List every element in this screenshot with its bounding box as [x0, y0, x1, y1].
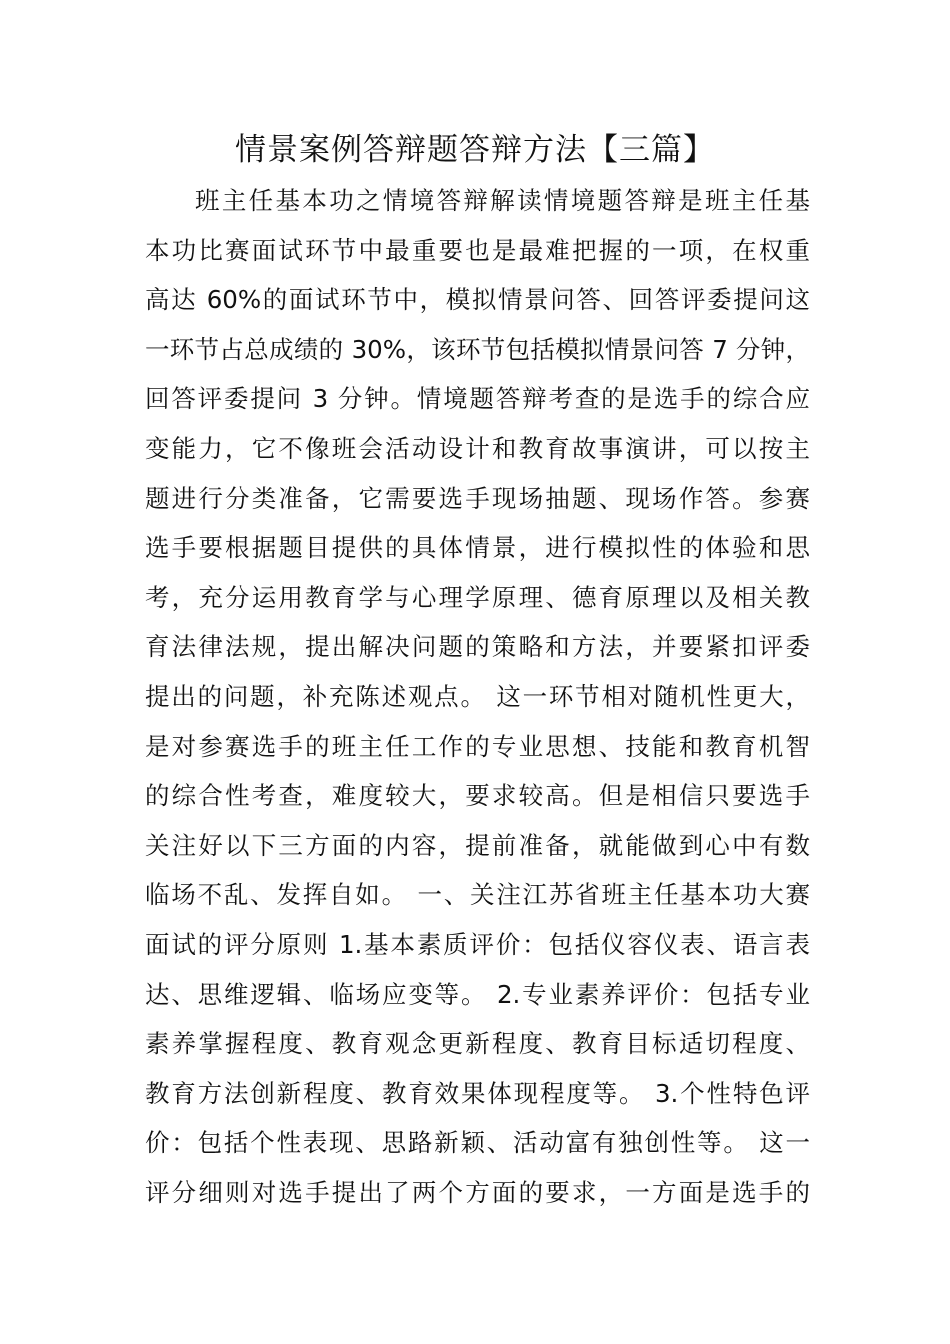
body-line: 本功比赛面试环节中最重要也是最难把握的一项，在权重 — [145, 235, 810, 265]
body-line: 一环节占总成绩的 30%，该环节包括模拟情景问答 7 分钟， — [145, 334, 810, 364]
body-line: 面试的评分原则 1.基本素质评价：包括仪容仪表、语言表 — [145, 929, 810, 959]
document-title: 情景案例答辩题答辩方法【三篇】 — [235, 132, 715, 168]
body-line: 是对参赛选手的班主任工作的专业思想、技能和教育机智 — [145, 731, 810, 761]
body-line: 教育方法创新程度、教育效果体现程度等。 3.个性特色评 — [145, 1078, 810, 1108]
body-line: 班主任基本功之情境答辩解读情境题答辩是班主任基 — [195, 186, 810, 215]
body-line: 回答评委提问 3 分钟。情境题答辩考查的是选手的综合应 — [145, 384, 810, 414]
body-line: 关注好以下三方面的内容，提前准备，就能做到心中有数 — [145, 830, 810, 860]
body-line: 提出的问题，补充陈述观点。 这一环节相对随机性更大， — [145, 681, 810, 711]
body-line: 育法律法规，提出解决问题的策略和方法，并要紧扣评委 — [145, 632, 810, 662]
document-body — [145, 176, 810, 1217]
body-line: 变能力，它不像班会活动设计和教育故事演讲，可以按主 — [145, 433, 810, 463]
body-line: 评分细则对选手提出了两个方面的要求，一方面是选手的 — [145, 1177, 810, 1207]
body-line: 考，充分运用教育学与心理学原理、德育原理以及相关教 — [145, 582, 810, 612]
body-line: 的综合性考查，难度较大，要求较高。但是相信只要选手 — [145, 781, 810, 811]
body-line: 题进行分类准备，它需要选手现场抽题、现场作答。参赛 — [145, 483, 810, 513]
body-line: 选手要根据题目提供的具体情景，进行模拟性的体验和思 — [145, 533, 810, 563]
body-line: 高达 60%的面试环节中，模拟情景问答、回答评委提问这 — [145, 285, 810, 315]
body-line: 价：包括个性表现、思路新颖、活动富有独创性等。 这一 — [145, 1128, 810, 1158]
body-line: 素养掌握程度、教育观念更新程度、教育目标适切程度、 — [145, 1029, 810, 1059]
body-line: 达、思维逻辑、临场应变等。 2.专业素养评价：包括专业 — [145, 979, 810, 1009]
body-line: 临场不乱、发挥自如。 一、关注江苏省班主任基本功大赛 — [145, 880, 810, 910]
